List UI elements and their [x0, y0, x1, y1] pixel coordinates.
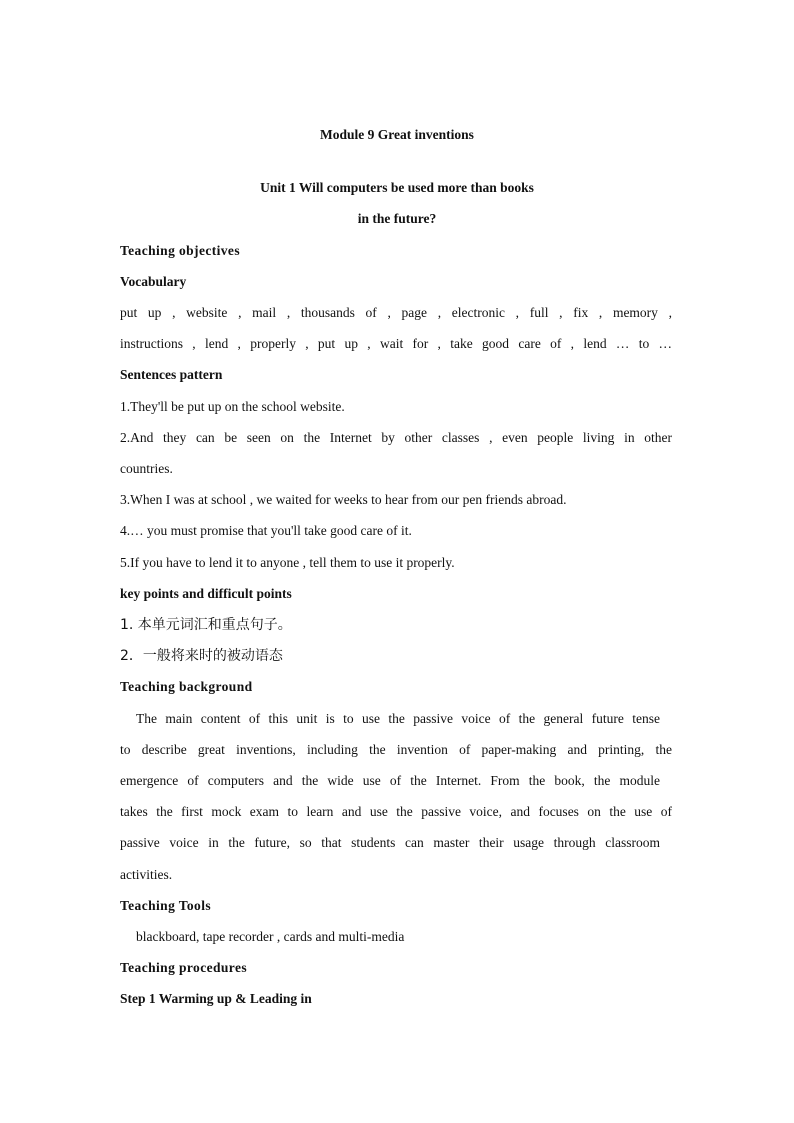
vocabulary-line-1: put up , website , mail , thousands of , page , electronic , full , fix , memory , — [120, 305, 672, 320]
key-point-2: 2．一般将来时的被动语态 — [120, 648, 283, 664]
sentence-4: 4.… you must promise that you'll take good care of it. — [120, 523, 412, 538]
teaching-tools-heading: Teaching Tools — [120, 898, 212, 913]
background-line-2: to describe great inventions, including the invention of paper-making and printing, the — [120, 742, 672, 757]
teaching-tools-text: blackboard, tape recorder , cards and multi-media — [136, 929, 405, 944]
background-line-5: passive voice in the future, so that students can master their usage through classroom — [120, 835, 660, 850]
module-title: Module 9 Great inventions — [320, 127, 474, 142]
sentence-2-continued: countries. — [120, 461, 173, 476]
sentence-2: 2.And they can be seen on the Internet by other classes , even people living in other — [120, 430, 672, 445]
teaching-background-heading: Teaching background — [120, 679, 253, 694]
key-point-1: 1. 本单元词汇和重点句子。 — [120, 617, 292, 633]
vocabulary-heading: Vocabulary — [120, 274, 187, 289]
teaching-procedures-heading: Teaching procedures — [120, 960, 247, 975]
background-line-1: The main content of this unit is to use the passive voice of the general future tense — [136, 711, 660, 726]
sentence-3: 3.When I was at school , we waited for weeks to hear from our pen friends abroad. — [120, 492, 567, 507]
background-line-6: activities. — [120, 867, 173, 882]
sentences-pattern-heading: Sentences pattern — [120, 367, 223, 382]
vocabulary-line-2: instructions , lend , properly , put up , wait for , take good care of , lend … to … — [120, 336, 672, 351]
background-line-3: emergence of computers and the wide use of the Internet. From the book, the module — [120, 773, 660, 788]
unit-title-line1: Unit 1 Will computers be used more than books — [260, 180, 534, 195]
sentence-1: 1.They'll be put up on the school website. — [120, 399, 345, 414]
key-points-heading: key points and difficult points — [120, 586, 292, 601]
step-1-heading: Step 1 Warming up & Leading in — [120, 991, 312, 1006]
unit-title-line2: in the future? — [357, 211, 437, 226]
background-line-4: takes the first mock exam to learn and use the passive voice, and focuses on the use of — [120, 804, 672, 819]
teaching-objectives-heading: Teaching objectives — [120, 243, 240, 258]
sentence-5: 5.If you have to lend it to anyone , tell them to use it properly. — [120, 555, 455, 570]
